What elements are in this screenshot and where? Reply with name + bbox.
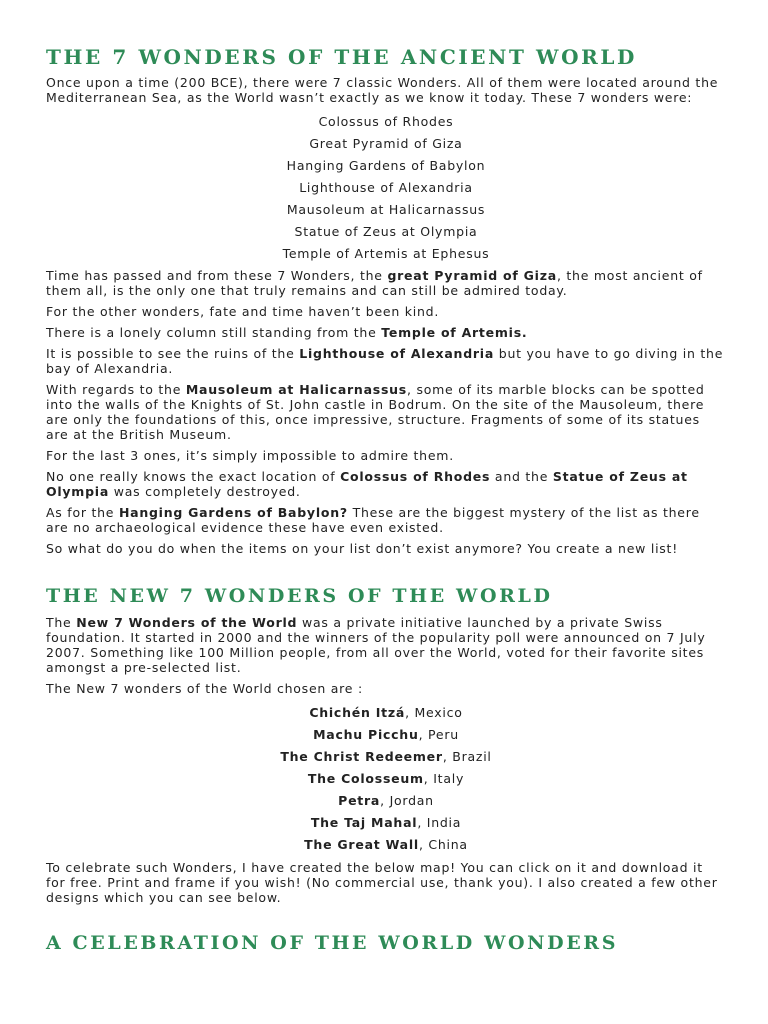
paragraph-giza: Time has passed and from these 7 Wonders, the great Pyramid of Giza, the most ancient of them all, is the only one that truly remains and can still be admired today.	[46, 268, 703, 298]
new-section-body	[46, 615, 726, 911]
paragraph-last-three: For the last 3 ones, it’s simply impossible to admire them.	[46, 448, 454, 463]
list-item: Chichén Itzá, Mexico	[309, 705, 463, 720]
ancient-section-body	[46, 75, 726, 562]
list-item: Temple of Artemis at Ephesus	[282, 246, 490, 261]
paragraph-lighthouse: It is possible to see the ruins of the Lighthouse of Alexandria but you have to go diving in the bay of Alexandria.	[46, 346, 724, 376]
paragraph-artemis: There is a lonely column still standing from the Temple of Artemis.	[46, 325, 528, 340]
list-item: The Great Wall, China	[304, 837, 468, 852]
list-item: Mausoleum at Halicarnassus	[286, 202, 486, 217]
intro-paragraph: Once upon a time (200 BCE), there were 7 classic Wonders. All of them were located around the Mediterranean Sea, as the World wasn’t exactly as we know it today. These 7 wonders were:	[46, 75, 719, 105]
new-wonders-list	[46, 702, 726, 856]
list-item: The Christ Redeemer, Brazil	[280, 749, 492, 764]
section-title-ancient: THE 7 WONDERS OF THE ANCIENT WORLD	[46, 45, 637, 69]
paragraph-initiative: The New 7 Wonders of the World was a private initiative launched by a private Swiss foundation. It started in 2000 and the winners of the popularity poll were announced on 7 July 2007. Something like 100 Million people, from all over the World, voted for their favorite sites amongst a pre-selected list.	[46, 615, 706, 675]
paragraph-new-list: So what do you do when the items on your list don’t exist anymore? You create a new list!	[46, 541, 678, 556]
ancient-wonders-list	[46, 111, 726, 265]
list-item: Machu Picchu, Peru	[313, 727, 459, 742]
list-item: Great Pyramid of Giza	[309, 136, 463, 151]
list-item: Statue of Zeus at Olympia	[294, 224, 478, 239]
list-item: The Taj Mahal, India	[310, 815, 462, 830]
list-item: Hanging Gardens of Babylon	[286, 158, 486, 173]
paragraph-colossus: No one really knows the exact location of Colossus of Rhodes and the Statue of Zeus at Olympia was completely destroyed.	[46, 469, 688, 499]
paragraph-mausoleum: With regards to the Mausoleum at Halicarnassus, some of its marble blocks can be spotted into the walls of the Knights of St. John castle in Bodrum. On the site of the Mausoleum, there are only the foundations of this, once impressive, structure. Fragments of some of its statues are at the British Museum.	[46, 382, 705, 442]
paragraph-gardens: As for the Hanging Gardens of Babylon? These are the biggest mystery of the list as there are no archaeological evidence these have even existed.	[46, 505, 700, 535]
list-item: The Colosseum, Italy	[307, 771, 465, 786]
section-title-new: THE NEW 7 WONDERS OF THE WORLD	[46, 585, 553, 607]
list-item: Lighthouse of Alexandria	[299, 180, 473, 195]
paragraph-map: To celebrate such Wonders, I have created the below map! You can click on it and download it for free. Print and frame if you wish! (No commercial use, thank you). I also created a few other designs which you can see below.	[46, 860, 718, 905]
paragraph-fate: For the other wonders, fate and time haven’t been kind.	[46, 304, 440, 319]
section-title-celebration: A CELEBRATION OF THE WORLD WONDERS	[46, 932, 619, 954]
list-item: Colossus of Rhodes	[318, 114, 454, 129]
paragraph-chosen: The New 7 wonders of the World chosen are :	[46, 681, 363, 696]
list-item: Petra, Jordan	[338, 793, 434, 808]
